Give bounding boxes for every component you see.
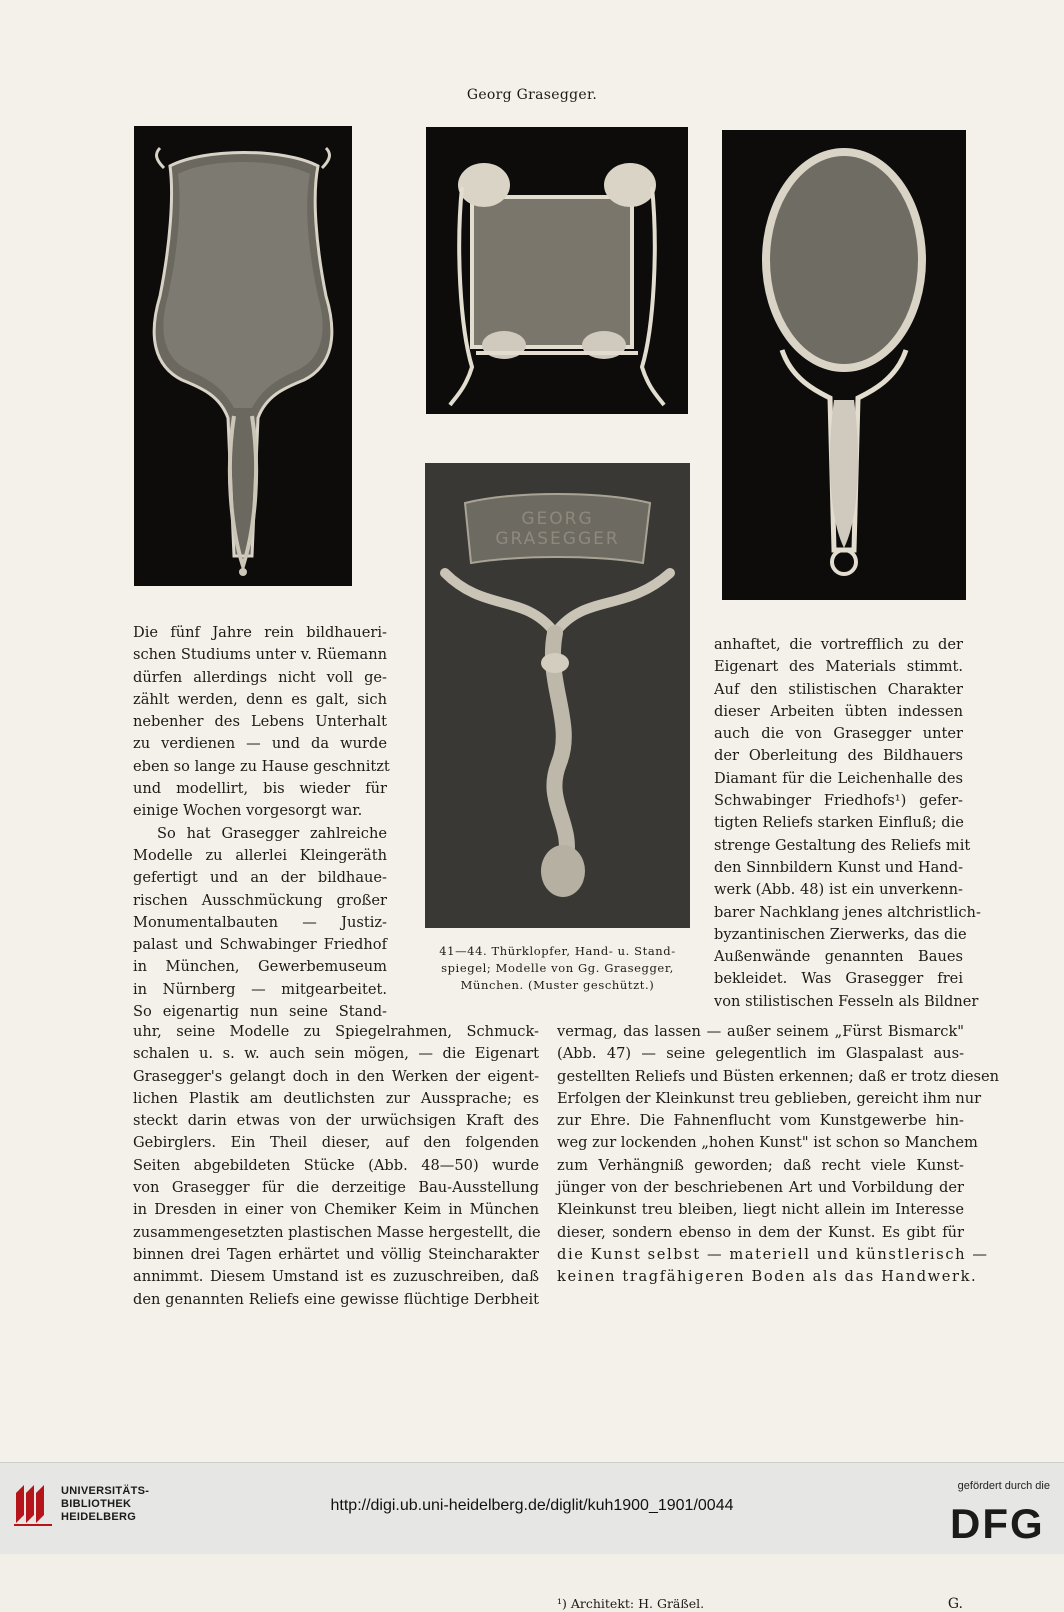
text-column-right-top: anhaftet, die vortrefflich zu der Eigenart des Materials stimmt. Auf den stilistischen Charakter dieser Arbeiten übten indessen auch die von Grasegger unter der Oberleitung des Bildhauers Diamant für die Leichenhalle des Schwabinger Friedhofs¹) gefer- tigten Reliefs starken Einfluß; die strenge Gestaltung des Reliefs mit den Sinnbildern Kunst und Hand- werk (Abb. 48) ist ein unverkenn- barer Nachklang jenes altchristlich- byzantinischen Zierwerks, das die Außenwände genannten Baues bekleidet. Was Grasegger frei von stilistischen Fesseln als Bildner [714, 636, 981, 1010]
hand-mirror-right-image [722, 130, 966, 600]
plate-standing-mirror [426, 127, 688, 414]
author-signature: G. [947, 1596, 963, 1612]
hand-mirror-left-image [134, 126, 352, 586]
standing-mirror-image [426, 127, 688, 414]
text-column-left-top: Die fünf Jahre rein bildhaueri- schen Studiums unter v. Rüemann dürfen allerdings nicht voll ge- zählt werden, denn es galt, sich nebenher des Lebens Unterhalt zu verdienen — und da wurde eben so lange zu Hause geschnitzt und modellirt, bis wieder für einige Wochen vorgesorgt war. So hat Grasegger zahlreiche Modelle zu allerlei Kleingeräth gefertigt und an der bildhaue- rischen Ausschmückung großer Monumentalbauten — Justiz- palast und Schwabinger Friedhof in München, Gewerbemuseum in Nürnberg — mitgearbeitet. So eigenartig nun seine Stand- [133, 624, 390, 1021]
plate-hand-mirror-left [134, 126, 352, 586]
funding-label: gefördert durch die [957, 1480, 1050, 1492]
figure-caption: 41—44. Thürklopfer, Hand- u. Stand- spiegel; Modelle von Gg. Grasegger, München. (Muster geschützt.) [439, 944, 676, 992]
text-column-bottom-left: uhr, seine Modelle zu Spiegelrahmen, Schmuck- schalen u. s. w. auch sein mögen, — die Eigenart Grasegger's gelangt doch in den Werken der eigent- lichen Plastik am deutlichsten zur Aussprache; es steckt darin etwas von der urwüchsigen Kraft des Gebirglers. Ein Theil dieser, auf den folgenden Seiten abgebildeten Stücke (Abb. 48—50) wurde von Grasegger für die derzeitige Bau-Ausstellung in Dresden in einer von Chemiker Keim in München zusammengesetzten plastischen Masse hergestellt, die binnen drei Tagen erhärtet und völlig Steincharakter annimmt. Diesem Umstand ist es zuzuschreiben, daß den genannten Reliefs eine gewisse flüchtige Derbheit [133, 1023, 541, 1308]
footnote: ¹) Architekt: H. Gräßel. G. [557, 1596, 963, 1612]
running-header: Georg Grasegger. [466, 87, 598, 103]
door-knocker-inscription: GEORG GRASEGGER [495, 509, 620, 549]
plate-hand-mirror-right [722, 130, 966, 600]
text-column-bottom-right: vermag, das lassen — außer seinem „Fürst Bismarck" (Abb. 47) — seine gelegentlich im Glaspalast aus- gestellten Reliefs und Büsten erkennen; daß er trotz diesen Erfolgen der Kleinkunst treu geblieben, gereicht ihm nur zur Ehre. Die Fahnenflucht vom Kunstgewerbe hin- weg zur lockenden „hohen Kunst" ist schon so Manchem zum Verhängniß geworden; daß recht viele Kunst- jünger von der beschriebenen Art und Vorbildung der Kleinkunst treu bleiben, liegt nicht allein im Interesse dieser, sondern ebenso in dem der Kunst. Es gibt für die Kunst selbst — materiell und künstlerisch — keinen tragfähigeren Boden als das Handwerk. [557, 1023, 1000, 1286]
plate-door-knocker [425, 463, 690, 928]
dfg-logo: DFG [950, 1500, 1045, 1547]
university-library-name: UNIVERSITÄTS- BIBLIOTHEK HEIDELBERG [61, 1485, 150, 1523]
digitization-url[interactable]: http://digi.ub.uni-heidelberg.de/diglit/kuh1900_1901/0044 [330, 1497, 734, 1514]
